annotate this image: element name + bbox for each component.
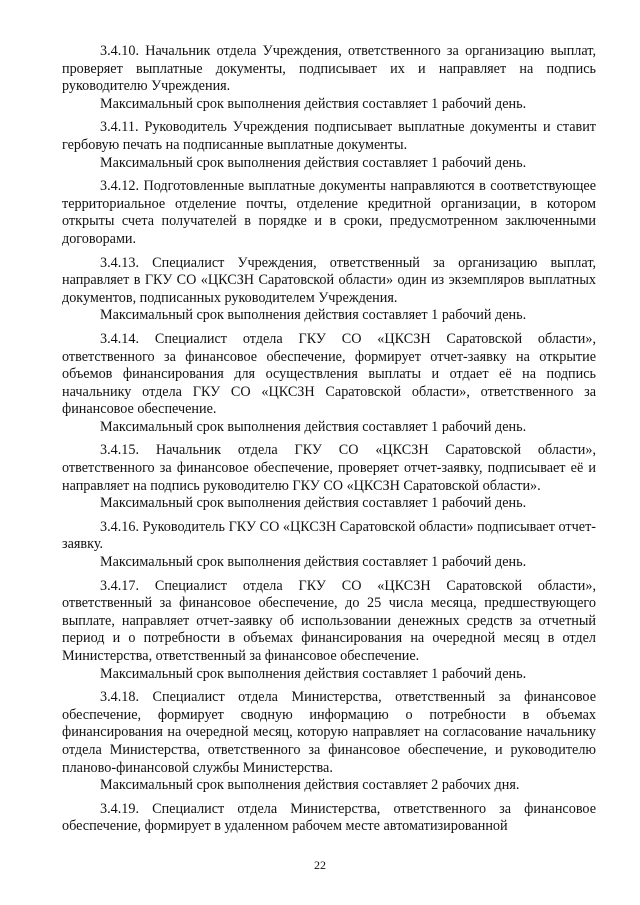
paragraph: Максимальный срок выполнения действия составляет 1 рабочий день. bbox=[100, 495, 527, 512]
paragraph: 3.4.10. Начальник отдела Учреждения, ответственного за организацию выплат, проверяет выплатные документы, подписывает их и направляет на подпись руководителю Учреждения. bbox=[62, 43, 596, 95]
paragraph: Максимальный срок выполнения действия составляет 1 рабочий день. bbox=[100, 554, 527, 571]
paragraph: Максимальный срок выполнения действия составляет 1 рабочий день. bbox=[100, 665, 527, 682]
paragraph: 3.4.11. Руководитель Учреждения подписывает выплатные документы и ставит гербовую печать на подписанные выплатные документы. bbox=[62, 119, 596, 153]
paragraph: Максимальный срок выполнения действия составляет 1 рабочий день. bbox=[100, 307, 527, 324]
paragraph: Максимальный срок выполнения действия составляет 1 рабочий день. bbox=[100, 418, 527, 435]
paragraph: 3.4.12. Подготовленные выплатные документы направляются в соответствующее территориальное отделение почты, отделение кредитной организации, в котором открыты счета получателей в порядке и в сроки, предусмотренном заключенными договорами. bbox=[62, 178, 596, 247]
document-body bbox=[62, 43, 596, 836]
paragraph: 3.4.15. Начальник отдела ГКУ СО «ЦКСЗН Саратовской области», ответственного за финансовое обеспечение, проверяет отчет-заявку, подписывает её и направляет на подпись руководителю ГКУ СО «ЦКСЗН Саратовской области». bbox=[62, 442, 596, 494]
paragraph: 3.4.17. Специалист отдела ГКУ СО «ЦКСЗН Саратовской области», ответственный за финансовое обеспечение, до 25 числа месяца, предшествующего выплате, направляет отчет-заявку об использовании денежных средств за отчетный период и о потребности в объемах финансирования на очередной месяц в отдел Министерства, ответственный за финансовое обеспечение. bbox=[62, 577, 596, 664]
paragraph: 3.4.16. Руководитель ГКУ СО «ЦКСЗН Саратовской области» подписывает отчет-заявку. bbox=[62, 518, 596, 553]
paragraph: Максимальный срок выполнения действия составляет 2 рабочих дня. bbox=[100, 777, 520, 794]
page-number: 22 bbox=[314, 858, 326, 872]
paragraph: 3.4.18. Специалист отдела Министерства, ответственный за финансовое обеспечение, формирует сводную информацию о потребности в объемах финансирования на очередной месяц, которую направляет на согласование начальнику отдела Министерства, ответственного за финансовое обеспечение, и руководителю планово-финансовой службы Министерства. bbox=[62, 689, 596, 776]
paragraph: Максимальный срок выполнения действия составляет 1 рабочий день. bbox=[100, 154, 527, 171]
paragraph: 3.4.13. Специалист Учреждения, ответственный за организацию выплат, направляет в ГКУ СО «ЦКСЗН Саратовской области» один из экземпляров выплатных документов, подписанных руководителем Учреждения. bbox=[62, 254, 596, 306]
paragraph: 3.4.19. Специалист отдела Министерства, ответственного за финансовое обеспечение, формирует в удаленном рабочем месте автоматизированной bbox=[62, 800, 596, 835]
paragraph: 3.4.14. Специалист отдела ГКУ СО «ЦКСЗН Саратовской области», ответственного за финансовое обеспечение, формирует отчет-заявку на открытие объемов финансирования для осуществления выплаты и отдает её на подпись начальнику отдела ГКУ СО «ЦКСЗН Саратовской области», ответственного за финансовое обеспечение. bbox=[62, 330, 596, 418]
paragraph: Максимальный срок выполнения действия составляет 1 рабочий день. bbox=[100, 95, 527, 112]
